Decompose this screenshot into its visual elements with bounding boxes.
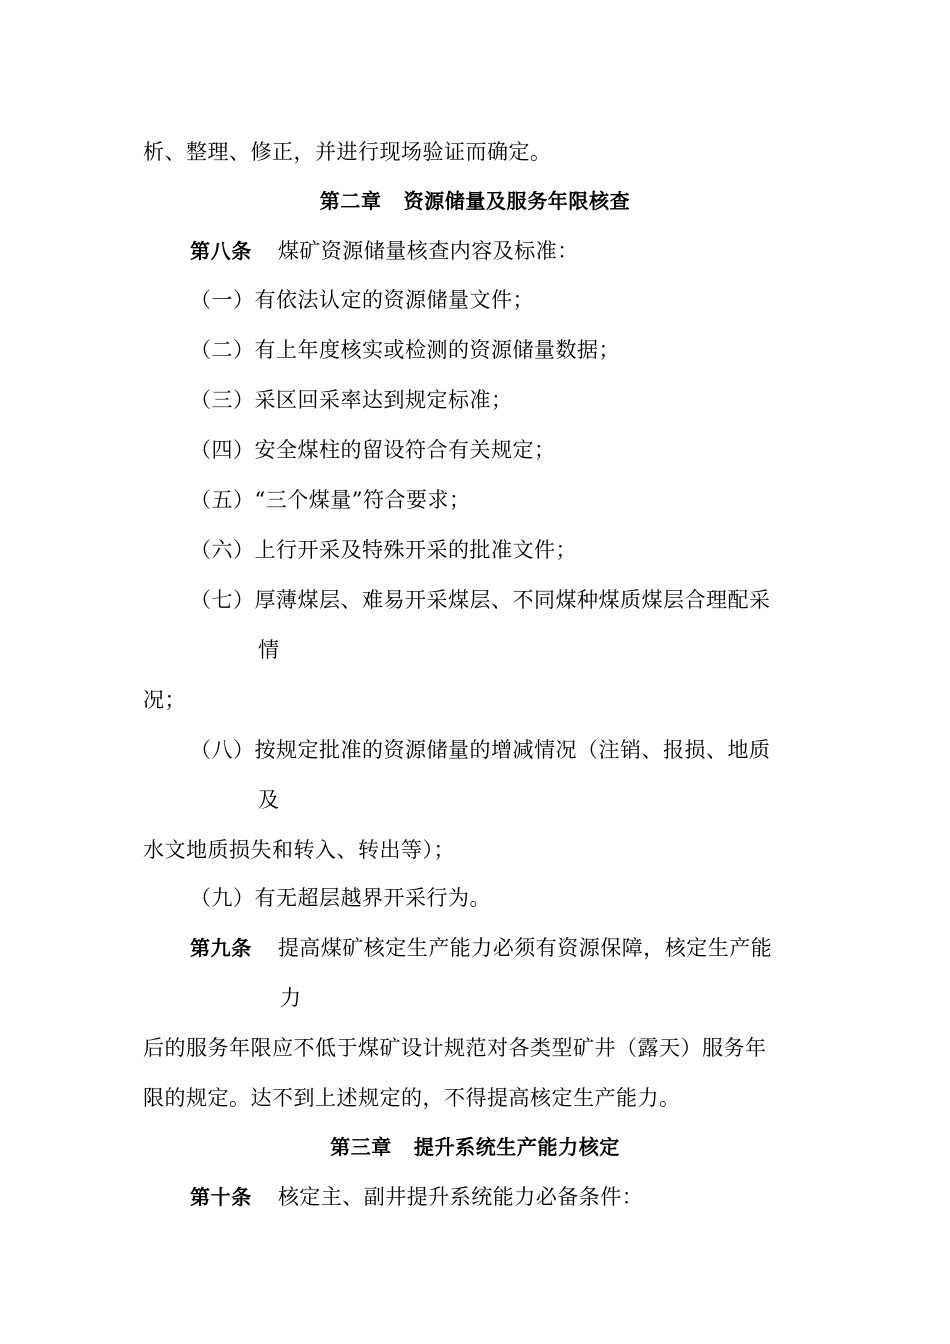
article-9 [190, 934, 772, 962]
list-item-9: （九）有无超层越界开采行为。 [190, 886, 491, 910]
paragraph-continuation: 析、整理、修正，并进行现场验证而确定。 [143, 140, 552, 164]
article-9-line-4: 限的规定。达不到上述规定的，不得提高核定生产能力。 [143, 1086, 681, 1110]
article-10-text: 核定主、副井提升系统能力必备条件： [277, 1185, 644, 1209]
article-9-line-3: 后的服务年限应不低于煤矿设计规范对各类型矿井（露天）服务年 [143, 1036, 767, 1060]
article-9-wrap: 力 [280, 986, 302, 1010]
chapter-3-heading [0, 1133, 950, 1161]
list-item-2: （二）有上年度核实或检测的资源储量数据； [190, 338, 620, 362]
article-10 [190, 1183, 643, 1211]
list-item-7-wrap: 情 [258, 638, 280, 662]
article-9-text: 提高煤矿核定生产能力必须有资源保障，核定生产能 [277, 936, 773, 960]
chapter-3-number: 第三章 [330, 1135, 392, 1159]
chapter-2-number: 第二章 [319, 189, 382, 213]
article-8-number: 第八条 [190, 239, 252, 263]
list-item-6: （六）上行开采及特殊开采的批准文件； [190, 538, 577, 562]
article-8 [190, 237, 579, 265]
list-item-7-tail: 况； [143, 688, 186, 712]
list-item-1: （一）有依法认定的资源储量文件； [190, 288, 534, 312]
list-item-7: （七）厚薄煤层、难易开采煤层、不同煤种煤质煤层合理配采 [190, 588, 771, 612]
list-item-8: （八）按规定批准的资源储量的增减情况（注销、报损、地质 [190, 738, 771, 762]
list-item-8-tail: 水文地质损失和转入、转出等）； [143, 838, 455, 862]
article-9-number: 第九条 [190, 936, 252, 960]
list-item-4: （四）安全煤柱的留设符合有关规定； [190, 438, 556, 462]
list-item-5: （五）“三个煤量”符合要求； [190, 488, 471, 512]
list-item-3: （三）采区回采率达到规定标准； [190, 388, 513, 412]
chapter-2-heading [0, 187, 950, 215]
article-10-number: 第十条 [190, 1185, 252, 1209]
chapter-3-title: 提升系统生产能力核定 [413, 1135, 620, 1159]
chapter-2-title: 资源储量及服务年限核查 [403, 189, 631, 213]
list-item-8-wrap: 及 [258, 788, 280, 812]
article-8-text: 煤矿资源储量核查内容及标准： [277, 239, 579, 263]
